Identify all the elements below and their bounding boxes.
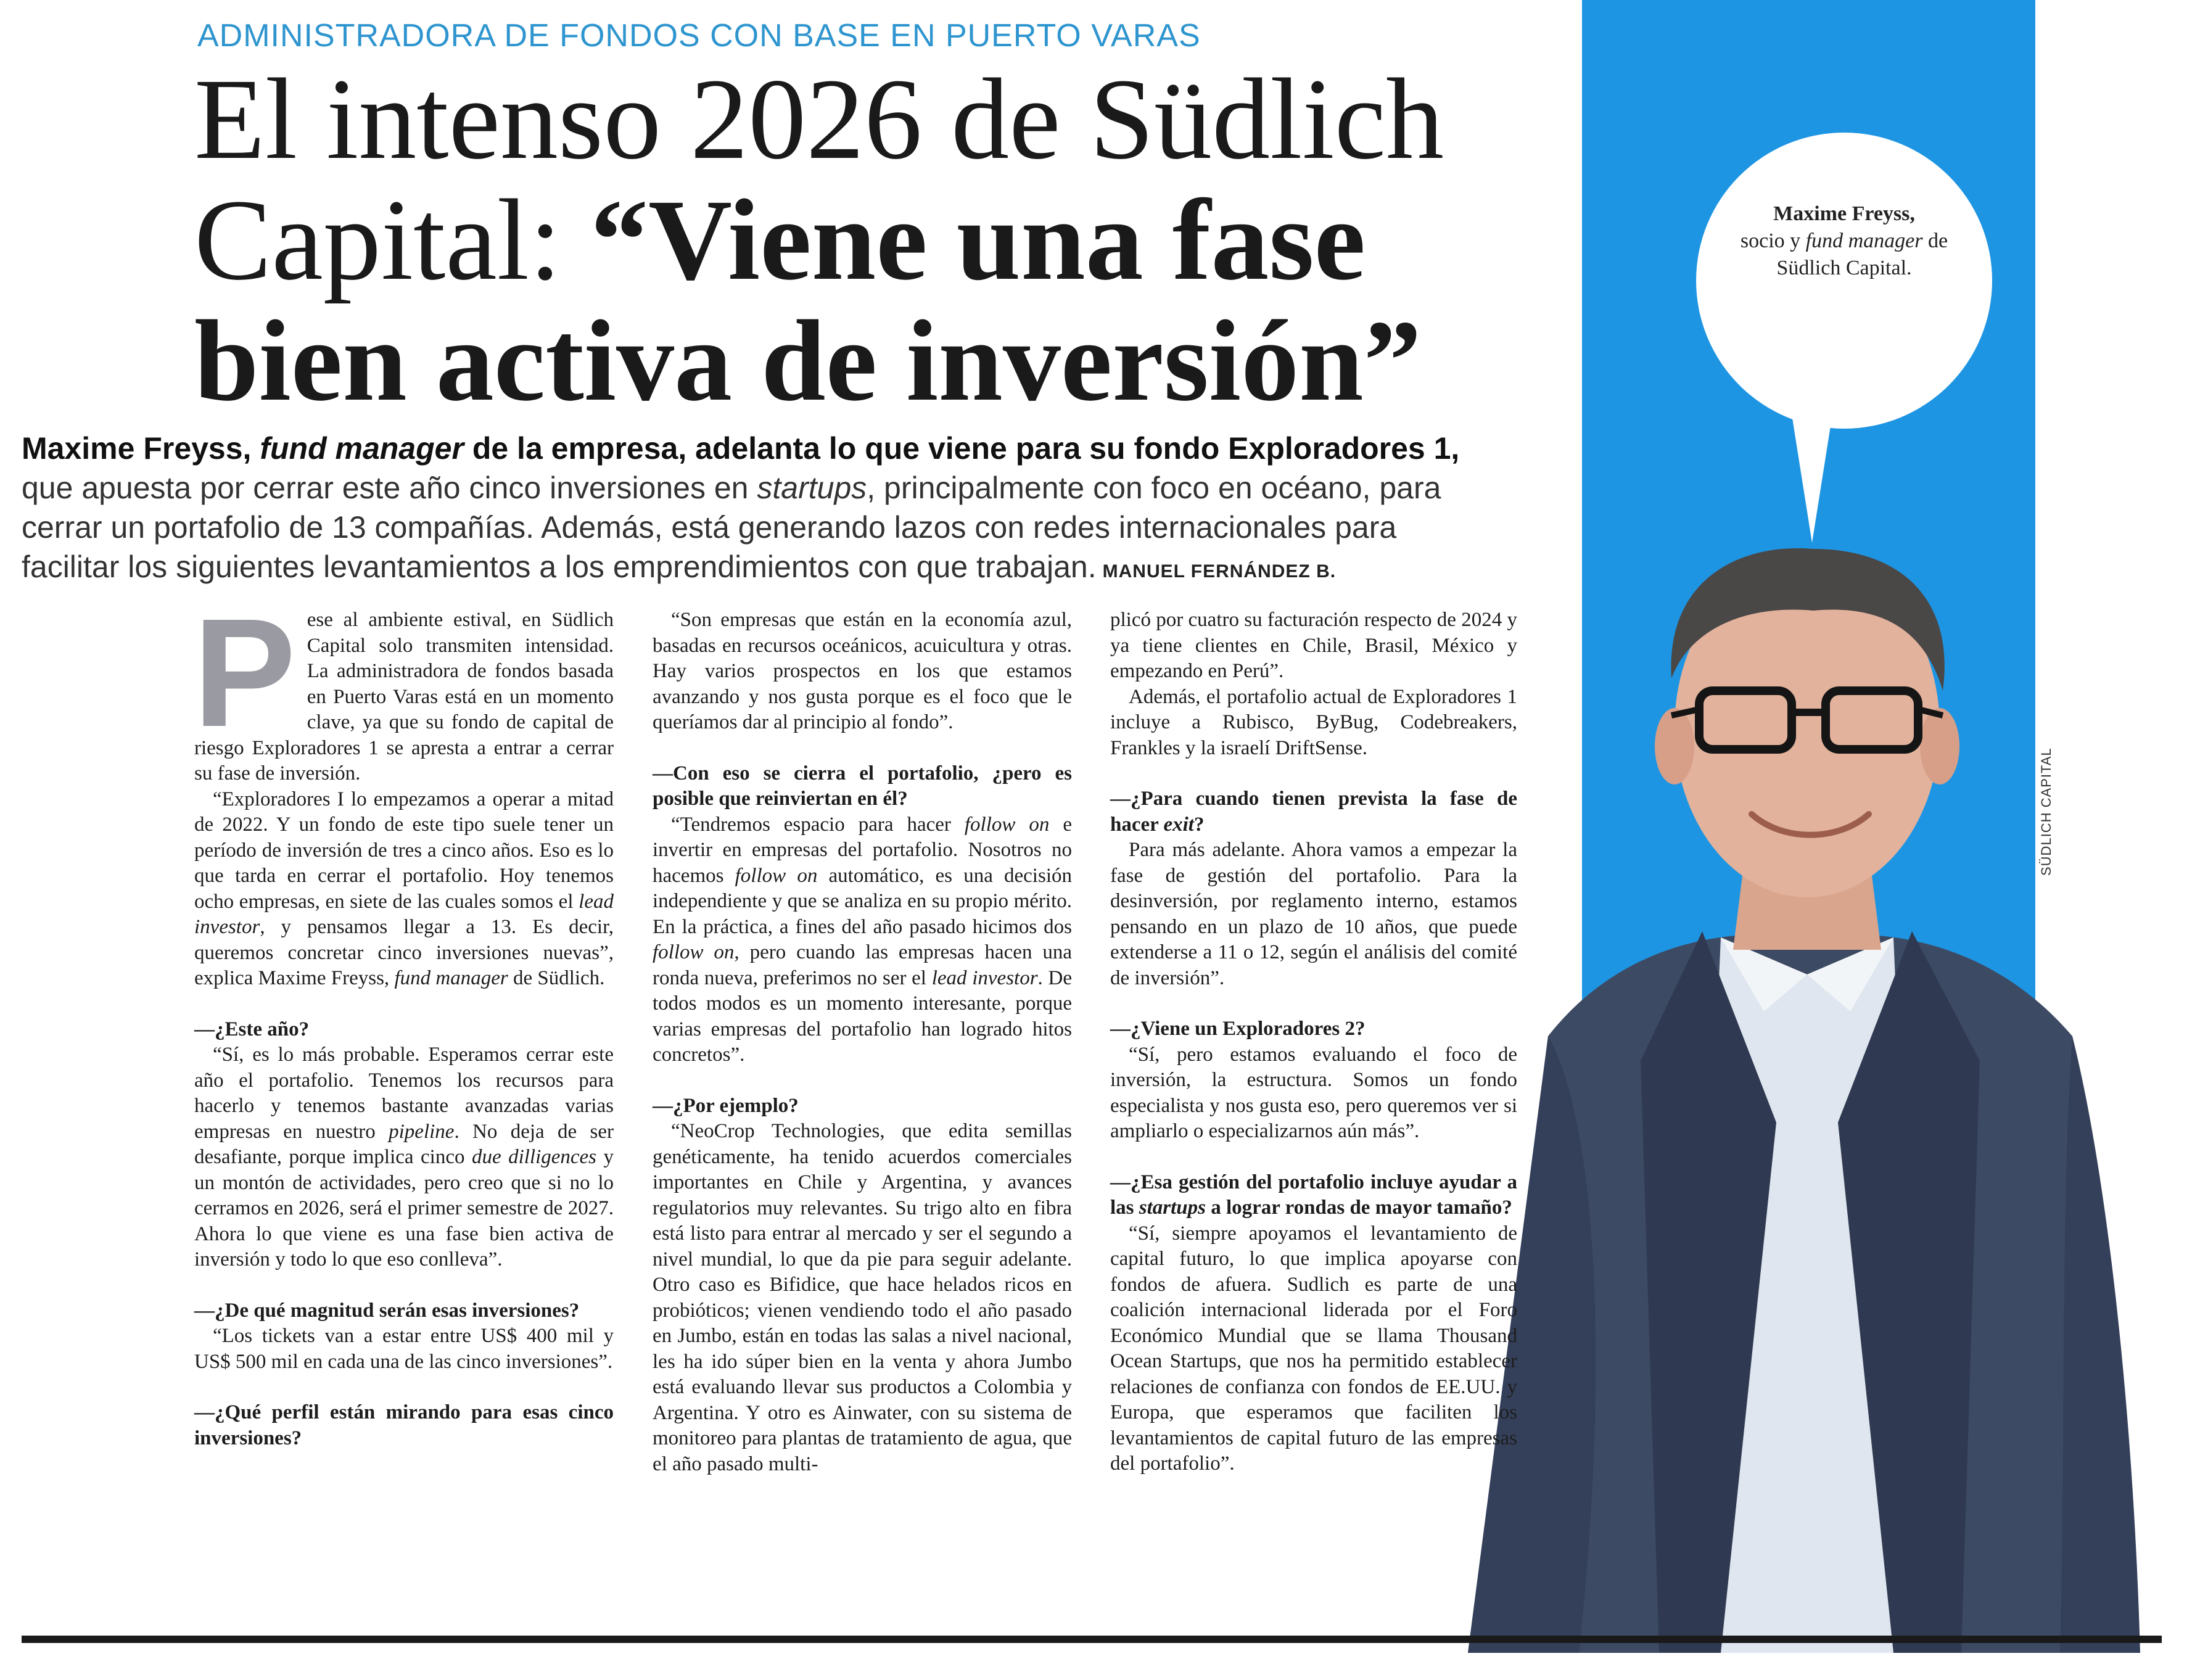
answer: “Sí, pero estamos evaluando el foco de inversión, la estructura. Somos un fondo especialista y nos gusta eso, pero queremos ver si ampliarlo o especializarnos aún más”. <box>1110 1043 1517 1142</box>
caption-name: Maxime Freyss, <box>1773 202 1915 225</box>
italic-term: follow on <box>653 941 735 963</box>
lead-name: Maxime Freyss, <box>22 431 260 466</box>
kicker: ADMINISTRADORA DE FONDOS CON BASE EN PUERTO VARAS <box>197 18 1201 54</box>
intro-text: ese al ambiente estival, en Südlich Capital solo transmiten intensidad. La administradora de fondos basada en Puerto Varas está en un momento clave, ya que su fondo de capital de riesgo Exploradores 1 se apresta a entrar a cerrar su fase de inversión. <box>194 609 614 784</box>
photo-credit: SÜDLICH CAPITAL <box>2038 747 2054 876</box>
question: —¿Viene un Exploradores 2? <box>1110 1018 1366 1040</box>
answer-text: “Tendremos espacio para hacer <box>671 813 965 836</box>
bottom-rule <box>22 1636 2162 1643</box>
answer: “Sí, siempre apoyamos el levantamiento de capital futuro, lo que implica apoyarse con fondos de afuera. Sudlich es parte de una coalición internacional liderada por el Foro Económico Mundial que se llama Thousand Ocean Startups, que nos ha permitido establecer relaciones de confianza con fondos de EE.UU. y Europa, que esperamos que faciliten los levantamientos de capital futuro de las empresas del portafolio”. <box>1110 1222 1517 1475</box>
caption-text-1: socio y <box>1740 229 1806 252</box>
answer-text: . No deja de ser desafiante, porque implica cinco <box>194 1120 614 1168</box>
answer <box>653 812 1072 1068</box>
paragraph <box>194 787 614 992</box>
answer: “Los tickets van a estar entre US$ 400 mil y US$ 500 mil en cada una de las cinco inversiones”. <box>194 1325 614 1373</box>
lead-role: fund manager <box>260 431 464 466</box>
paragraph-text: de Südlich. <box>508 967 605 989</box>
question: —¿De qué magnitud serán esas inversiones? <box>194 1299 580 1322</box>
question <box>1110 786 1517 838</box>
article-column-2 <box>653 607 1072 1477</box>
lead-bold-rest: de la empresa, adelanta lo que viene para su fondo Exploradores 1, <box>463 431 1460 466</box>
photo-caption <box>1721 200 1967 282</box>
answer <box>194 1042 614 1273</box>
caption-text-2: de Südlich Capital. <box>1776 229 1948 279</box>
italic-term: pipeline <box>389 1120 455 1143</box>
italic-term: startups <box>1139 1196 1206 1219</box>
italic-term: due dilligences <box>471 1146 597 1168</box>
answer: “NeoCrop Technologies, que edita semillas genéticamente, ha tenido acuerdos comerciales importantes en Chile y Argentina, y avances regulatorios muy relevantes. Su trigo alto en fibra está listo para entrar al mercado y ser el segundo a nivel mundial, lo que da pie para seguir adelante. Otro caso es Bifidice, que hace helados ricos en probióticos; vienen vendiendo todo el año pasado en Jumbo, están en todas las salas a nivel nacional, les ha ido súper bien en la venta y ahora Jumbo está evaluando llevar sus productos a Colombia y Argentina. Y otro es Ainwater, con su sistema de monitoreo para plantas de tratamiento de agua, que el año pasado multi- <box>653 1120 1072 1475</box>
lead-text-1: que apuesta por cerrar este año cinco inversiones en <box>22 471 757 505</box>
answer: plicó por cuatro su facturación respecto de 2024 y ya tiene clientes en Chile, Brasil, México y empezando en Perú”. <box>1110 609 1517 682</box>
answer-text: automático, es una decisión independiente y que se analiza en su propio mérito. En la práctica, a fines del año pasado hicimos dos <box>653 864 1072 938</box>
italic-term: lead investor <box>931 966 1038 989</box>
question-text: a lograr rondas de mayor tamaño? <box>1205 1196 1512 1219</box>
headline-part-2: “Viene una fase bien activa de inversión” <box>194 175 1422 425</box>
italic-term: follow on <box>964 813 1050 836</box>
byline: MANUEL FERNÁNDEZ B. <box>1102 561 1337 582</box>
headline-part-1: El intenso 2026 de Südlich Capital: <box>194 54 1444 304</box>
caption-bubble-tail <box>1789 395 1835 543</box>
answer: Para más adelante. Ahora vamos a empezar la fase de gestión del portafolio. Para la desinversión, por reglamento interno, estamos pensando en un plazo de 10 años, que puede extenderse a 11 o 12, según el análisis del comité de inversión”. <box>1110 839 1517 989</box>
italic-term: exit <box>1163 813 1194 836</box>
article-column-1 <box>193 587 614 1451</box>
answer-text: e invertir en empresas del portafolio. Nosotros no hacemos <box>653 813 1072 887</box>
question: —¿Qué perfil están mirando para esas cinco inversiones? <box>194 1401 614 1449</box>
answer-text: , pero cuando las empresas hacen una ronda nueva, preferimos no ser el <box>653 941 1072 989</box>
article-column-3 <box>1110 607 1517 1477</box>
headline <box>194 54 1576 425</box>
lead-text-2: , principalmente con foco en océano, para cerrar un portafolio de 13 compañías. Además, está generando lazos con redes internacionales para facilitar los siguientes levantamientos a los emprendimientos con que trabajan. <box>22 471 1441 584</box>
question: —¿Por ejemplo? <box>653 1094 799 1117</box>
paragraph-text: , y pensamos llegar a 13. Es decir, queremos concretar cinco inversiones nuevas”, explica Maxime Freyss, <box>194 916 614 989</box>
drop-cap: P <box>193 587 296 759</box>
question-text: —¿Para cuando tienen prevista la fase de hacer <box>1110 788 1517 836</box>
lead-startups: startups <box>757 471 867 505</box>
question: —¿Este año? <box>194 1018 310 1040</box>
question-text: ? <box>1193 813 1205 836</box>
answer-text: . De todos modos es un momento interesante, porque varias empresas del portafolio han logrado hitos concretos”. <box>653 966 1072 1066</box>
question: —Con eso se cierra el portafolio, ¿pero es posible que reinviertan en él? <box>653 762 1072 810</box>
lead-paragraph <box>22 429 1502 591</box>
italic-term: fund manager <box>394 967 508 989</box>
italic-term: follow on <box>735 864 818 887</box>
question-text: —¿Esa gestión del portafolio incluye ayudar a las <box>1110 1171 1517 1219</box>
answer: “Son empresas que están en la economía azul, basadas en recursos oceánicos, acuicultura y otras. Hay varios prospectos en los que estamos avanzando y nos gusta porque es el foco que le queríamos dar al principio al fondo”. <box>653 609 1072 733</box>
paragraph-text: “Exploradores I lo empezamos a operar a mitad de 2022. Y un fondo de este tipo suele tener un período de inversión de tres a cinco años. Eso es lo que tarda en cerrar el portafolio. Hoy tenemos ocho empresas, en siete de las cuales somos el <box>194 788 614 913</box>
portrait-photo <box>1456 506 2159 1653</box>
paragraph: Además, el portafolio actual de Exploradores 1 incluye a Rubisco, ByBug, Codebreakers, Frankles y la israelí DriftSense. <box>1110 685 1517 759</box>
italic-term: lead investor <box>194 890 614 938</box>
answer-text: y un montón de actividades, pero creo que si no lo cerramos en 2026, será el primer semestre de 2027. Ahora lo que viene es una fase bien activa de inversión y todo lo que eso conlleva”. <box>194 1146 614 1270</box>
answer-text: “Sí, es lo más probable. Esperamos cerrar este año el portafolio. Tenemos los recursos para hacerlo y tenemos bastante avanzadas varias empresas en nuestro <box>194 1044 614 1143</box>
question <box>1110 1170 1517 1221</box>
caption-role: fund manager <box>1805 229 1923 252</box>
